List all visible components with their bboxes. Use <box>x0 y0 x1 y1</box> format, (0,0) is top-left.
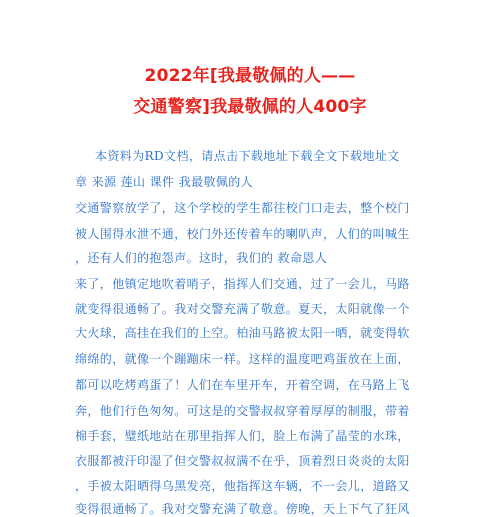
document-title-line-1: 2022年[我最敬佩的人—— <box>144 66 356 86</box>
document-title-line-2: 交通警察]我最敬佩的人400字 <box>133 97 367 117</box>
body-text-line: 章 来源 莲山 课件 我最敬佩的人 <box>75 175 254 189</box>
body-text-line: ，还有人们的抱怨声。这时，我们的 救命恩人 <box>75 251 328 265</box>
body-text-line: 奔，他们行色匆匆。可这是的交警叔叔穿着厚厚的制服，带着 <box>75 404 410 418</box>
body-text-line: 被人围得水泄不通，校门外还传着车的喇叭声，人们的叫喊生 <box>75 227 410 241</box>
body-text-line: 变得很通畅了。我对交警充满了敬意。傍晚，天上下气了狂风 <box>75 502 410 516</box>
body-text-line: 大火球，高挂在我们的上空。柏油马路被太阳一晒，就变得软 <box>75 326 410 340</box>
body-text-line: 棉手套，璧纸地站在那里指挥人们，脸上布满了晶莹的水珠， <box>75 429 410 443</box>
body-text-line: 衣服都被汗印湿了但交警叔叔满不在乎，顶着烈日炎炎的太阳 <box>75 454 410 468</box>
body-text-line: 来了，他镇定地吹着哨子，指挥人们交通，过了一会儿，马路 <box>75 277 410 291</box>
body-text-line: 交通警察放学了，这个学校的学生都往校门口走去，整个校门 <box>75 201 410 215</box>
body-text-line: 本资料为RD文档，请点击下载地址下载全文下载地址文 <box>95 149 400 163</box>
body-text-line: 绵绵的，就像一个蹦蹦床一样。这样的温度吧鸡蛋放在上面， <box>75 352 410 366</box>
body-text-line: ，手被太阳晒得乌黑发亮，他指挥这车辆，不一会儿，道路又 <box>75 479 410 493</box>
body-text-line: 都可以吃烤鸡蛋了！人们在车里开车，开着空调，在马路上飞 <box>75 378 410 392</box>
body-text-line: 就变得很通畅了。我对交警充满了敬意。夏天，太阳就像一个 <box>75 302 410 316</box>
